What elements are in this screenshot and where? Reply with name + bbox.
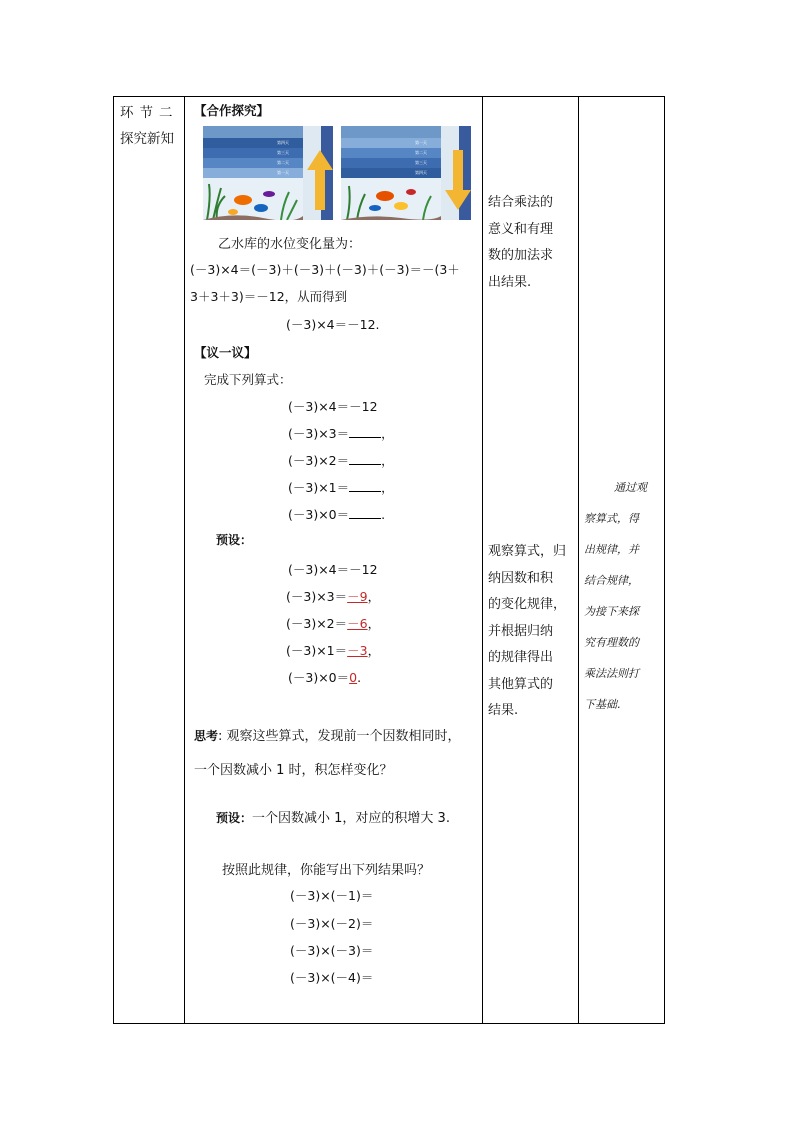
answer-value: －6 (347, 616, 368, 631)
day-label: 第二天 (415, 150, 427, 155)
water-level-falling-illustration (341, 126, 471, 220)
fill-in-equation: (－3)×2＝ ， (288, 453, 394, 468)
column-divider (482, 97, 483, 1023)
stage-cell (120, 100, 180, 152)
discuss-prompt: 完成下列算式： (204, 372, 292, 387)
pattern-prompt: 按照此规律，你能写出下列结果吗？ (222, 863, 431, 878)
column-divider (184, 97, 185, 1023)
day-label: 第二天 (277, 160, 289, 165)
day-label: 第一天 (415, 140, 427, 145)
preset-answer-line: (－3)×2＝－6， (286, 616, 381, 631)
day-label: 第一天 (277, 170, 289, 175)
pattern-equation: (－3)×(－1)＝ (290, 888, 374, 903)
intro-text: 乙水库的水位变化量为： (218, 237, 362, 252)
given-equation: (－3)×4＝－12 (288, 399, 378, 414)
arrow-up-icon (307, 150, 333, 210)
think-question-cont: 一个因数减小 1 时，积怎样变化？ (194, 763, 393, 778)
day-label: 第三天 (277, 150, 289, 155)
preset-answer-line: (－3)×1＝－3， (286, 643, 381, 658)
fill-in-equation: (－3)×1＝ ， (288, 480, 394, 495)
lesson-table (113, 96, 665, 1024)
answer-value: 0 (349, 670, 358, 685)
preset-answer-line: (－3)×0＝0. (288, 670, 362, 685)
student-activity-block-2: 观察算式，归 纳因数和积 的变化规律， 并根据归纳 的规律得出 其他算式的 结果. (488, 544, 567, 718)
water-level-rising-illustration (203, 126, 333, 220)
think-preset: 预设：一个因数减小 1，对应的积增大 3. (216, 811, 450, 826)
preset-label: 预设： (216, 533, 253, 547)
pattern-equation: (－3)×(－4)＝ (290, 970, 374, 985)
stage-title: 环节二 (120, 105, 179, 121)
arrow-down-icon (445, 150, 471, 210)
pattern-equation: (－3)×(－3)＝ (290, 943, 374, 958)
student-activity-block-1: 结合乘法的 意义和有理 数的加法求 出结果. (488, 195, 554, 290)
fish-plants-icon (341, 178, 441, 220)
preset-answer-line: (－3)×3＝－9， (286, 589, 381, 604)
answer-value: －9 (347, 589, 368, 604)
pattern-equation: (－3)×(－2)＝ (290, 916, 374, 931)
equation-result: (－3)×4＝－12. (286, 317, 380, 332)
discuss-heading: 【议一议】 (194, 345, 257, 360)
day-label: 第四天 (415, 170, 427, 175)
preset-given: (－3)×4＝－12 (288, 562, 378, 577)
answer-value: －3 (347, 643, 368, 658)
fill-in-equation: (－3)×3＝ ， (288, 426, 394, 441)
fill-in-equation: (－3)×0＝ . (288, 507, 386, 522)
teaching-content-cell (186, 97, 482, 1025)
column-divider (578, 97, 579, 1023)
fish-plants-icon (203, 178, 303, 220)
day-label: 第四天 (277, 140, 289, 145)
design-intent: 通过观 察算式，得 出规律，并 结合规律， 为接下来探 究有理数的 乘法法则打 下基础. (584, 481, 647, 711)
stage-subtitle: 探究新知 (120, 131, 174, 147)
day-label: 第三天 (415, 160, 427, 165)
think-question: 思考: 观察这些算式，发现前一个因数相同时， (194, 729, 461, 744)
equation-line: (－3)×4＝(－3)＋(－3)＋(－3)＋(－3)＝－(3＋ (190, 262, 460, 277)
cooperate-heading: 【合作探究】 (194, 103, 270, 118)
equation-line: 3＋3＋3)＝－12，从而得到 (190, 289, 348, 304)
